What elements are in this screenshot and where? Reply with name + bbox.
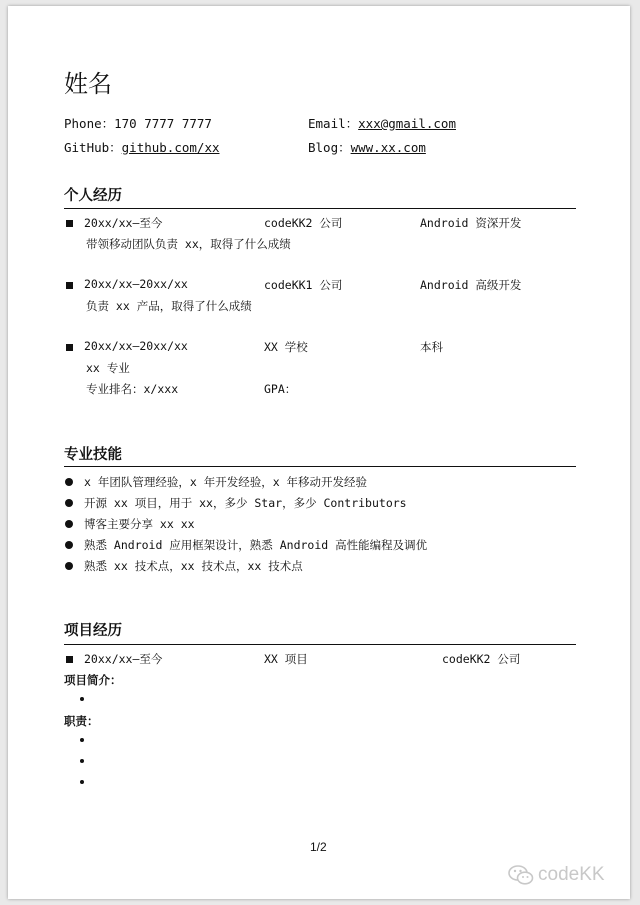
skill-bullet-3 [65,520,73,528]
experience-bullet-2 [66,282,73,289]
watermark [508,864,605,886]
skill-item-5: 熟悉 xx 技术点，xx 技术点，xx 技术点 [84,559,303,573]
experience-bullet-1 [66,220,73,227]
email-link[interactable]: xxx@gmail.com [358,116,456,131]
resume-name: 姓名 [64,70,112,98]
email-line [308,114,456,132]
resume-page [8,6,630,899]
experience-title: 个人经历 [64,188,122,204]
project-duty-label: 职责： [64,714,99,728]
github-link[interactable]: github.com/xx [121,140,220,155]
experience-desc-2: 负责 xx 产品，取得了什么成绩 [86,299,252,313]
blog-line [308,138,426,156]
experience-org-2: codeKK1 公司 [264,278,343,292]
experience-date-3: 20xx/xx—20xx/xx [84,339,188,353]
experience-org-3: XX 学校 [264,340,308,354]
experience-role-3: 本科 [420,340,443,354]
project-duty-bullet-3 [80,780,84,784]
experience-date-2: 20xx/xx—20xx/xx [84,277,188,291]
project-name: XX 项目 [264,652,308,666]
skill-bullet-4 [65,541,73,549]
skill-bullet-5 [65,562,73,570]
project-duty-bullet-1 [80,738,84,742]
project-duty-bullet-2 [80,759,84,763]
experience-rank-3: 专业排名：x/xxx [86,382,179,396]
skills-divider [64,466,576,467]
experience-bullet-3 [66,344,73,351]
project-date: 20xx/xx—至今 [84,652,163,666]
experience-role-2: Android 高级开发 [420,278,522,292]
watermark-text: codeKK [538,864,605,885]
phone-text: Phone：170 7777 7777 [64,116,212,131]
github-line [64,138,220,156]
wechat-icon [508,864,534,886]
skill-item-2: 开源 xx 项目，用于 xx，多少 Star，多少 Contributors [84,496,407,510]
skill-bullet-1 [65,478,73,486]
experience-gpa-3: GPA： [264,382,297,396]
experience-org-1: codeKK2 公司 [264,216,343,230]
experience-date-1: 20xx/xx—至今 [84,216,163,230]
blog-link[interactable]: www.xx.com [350,140,426,155]
skill-item-1: x 年团队管理经验，x 年开发经验，x 年移动开发经验 [84,475,368,489]
projects-divider [64,644,576,645]
project-org: codeKK2 公司 [442,652,521,666]
skill-bullet-2 [65,499,73,507]
skills-title: 专业技能 [64,447,122,463]
experience-divider [64,208,576,209]
experience-desc-1: 带领移动团队负责 xx，取得了什么成绩 [86,237,291,251]
project-intro-label: 项目简介： [64,673,122,687]
experience-desc-3: xx 专业 [86,361,130,375]
blog-label: Blog： [308,140,351,155]
page-number: 1/2 [310,840,327,854]
skill-item-3: 博客主要分享 xx xx [84,517,195,531]
project-intro-bullet [80,697,84,701]
email-label: Email： [308,116,359,131]
experience-role-1: Android 资深开发 [420,216,522,230]
github-label: GitHub： [64,140,122,155]
project-bullet-1 [66,656,73,663]
projects-title: 项目经历 [64,623,122,639]
skill-item-4: 熟悉 Android 应用框架设计，熟悉 Android 高性能编程及调优 [84,538,428,552]
